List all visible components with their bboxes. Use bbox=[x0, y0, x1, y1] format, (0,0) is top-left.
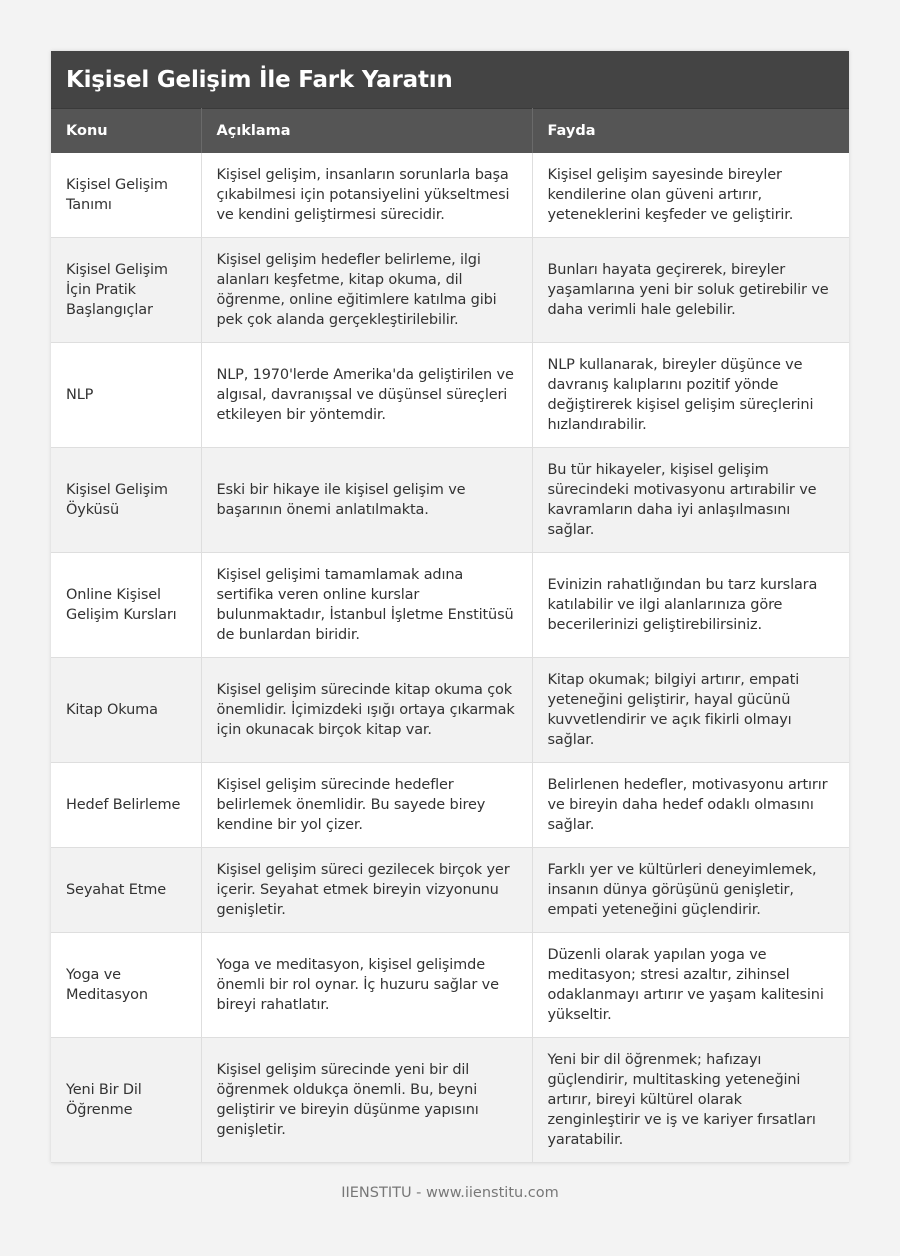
table-row bbox=[51, 763, 849, 848]
table-card bbox=[51, 51, 849, 1163]
table-row bbox=[51, 448, 849, 553]
table-row bbox=[51, 343, 849, 448]
cell-topic: Yoga ve Meditasyon bbox=[51, 933, 201, 1038]
cell-description: Kişisel gelişim sürecinde hedefler belirlemek önemlidir. Bu sayede birey kendine bir yol çizer. bbox=[201, 763, 532, 848]
cell-topic: Hedef Belirleme bbox=[51, 763, 201, 848]
cell-topic: Kişisel Gelişim Öyküsü bbox=[51, 448, 201, 553]
cell-topic: Seyahat Etme bbox=[51, 848, 201, 933]
cell-benefit: Kitap okumak; bilgiyi artırır, empati yeteneğini geliştirir, hayal gücünü kuvvetlendirir ve açık fikirli olmayı sağlar. bbox=[532, 658, 849, 763]
cell-topic: NLP bbox=[51, 343, 201, 448]
header-benefit: Fayda bbox=[532, 109, 849, 154]
header-topic: Konu bbox=[51, 109, 201, 154]
header-description: Açıklama bbox=[201, 109, 532, 154]
cell-description: Kişisel gelişim hedefler belirleme, ilgi alanları keşfetme, kitap okuma, dil öğrenme, online eğitimlere katılma gibi pek çok alanda gerçekleştirilebilir. bbox=[201, 238, 532, 343]
cell-description: Kişisel gelişim süreci gezilecek birçok yer içerir. Seyahat etmek bireyin vizyonunu genişletir. bbox=[201, 848, 532, 933]
cell-benefit: Bu tür hikayeler, kişisel gelişim sürecindeki motivasyonu artırabilir ve kavramların daha iyi anlaşılmasını sağlar. bbox=[532, 448, 849, 553]
table-title: Kişisel Gelişim İle Fark Yaratın bbox=[51, 51, 849, 108]
table-row bbox=[51, 848, 849, 933]
cell-topic: Online Kişisel Gelişim Kursları bbox=[51, 553, 201, 658]
footer-credit: IIENSTITU - www.iienstitu.com bbox=[341, 1185, 559, 1201]
cell-benefit: Evinizin rahatlığından bu tarz kurslara katılabilir ve ilgi alanlarınıza göre becerilerinizi geliştirebilirsiniz. bbox=[532, 553, 849, 658]
cell-description: Kişisel gelişim sürecinde kitap okuma çok önemlidir. İçimizdeki ışığı ortaya çıkarmak için okunacak birçok kitap var. bbox=[201, 658, 532, 763]
cell-benefit: Kişisel gelişim sayesinde bireyler kendilerine olan güveni artırır, yeteneklerini keşfeder ve geliştirir. bbox=[532, 153, 849, 238]
content-table bbox=[51, 108, 849, 1163]
cell-description: Kişisel gelişim sürecinde yeni bir dil öğrenmek oldukça önemli. Bu, beyni geliştirir ve bireyin düşünme yapısını genişletir. bbox=[201, 1038, 532, 1163]
cell-benefit: Düzenli olarak yapılan yoga ve meditasyon; stresi azaltır, zihinsel odaklanmayı artırır ve yaşam kalitesini yükseltir. bbox=[532, 933, 849, 1038]
table-row bbox=[51, 658, 849, 763]
cell-description: Kişisel gelişim, insanların sorunlarla başa çıkabilmesi için potansiyelini yükseltmesi ve kendini geliştirmesi sürecidir. bbox=[201, 153, 532, 238]
cell-topic: Kitap Okuma bbox=[51, 658, 201, 763]
cell-topic: Kişisel Gelişim Tanımı bbox=[51, 153, 201, 238]
cell-description: NLP, 1970'lerde Amerika'da geliştirilen ve algısal, davranışsal ve düşünsel süreçleri etkileyen bir yöntemdir. bbox=[201, 343, 532, 448]
table-row bbox=[51, 238, 849, 343]
cell-description: Eski bir hikaye ile kişisel gelişim ve başarının önemi anlatılmakta. bbox=[201, 448, 532, 553]
cell-benefit: Belirlenen hedefler, motivasyonu artırır ve bireyin daha hedef odaklı olmasını sağlar. bbox=[532, 763, 849, 848]
table-row bbox=[51, 1038, 849, 1163]
table-row bbox=[51, 553, 849, 658]
table-row bbox=[51, 933, 849, 1038]
cell-benefit: Farklı yer ve kültürleri deneyimlemek, insanın dünya görüşünü genişletir, empati yeteneğini güçlendirir. bbox=[532, 848, 849, 933]
table-header-row bbox=[51, 109, 849, 154]
cell-description: Yoga ve meditasyon, kişisel gelişimde önemli bir rol oynar. İç huzuru sağlar ve bireyi rahatlatır. bbox=[201, 933, 532, 1038]
cell-benefit: Yeni bir dil öğrenmek; hafızayı güçlendirir, multitasking yeteneğini artırır, bireyi kültürel olarak zenginleştirir ve iş ve kariyer fırsatları yaratabilir. bbox=[532, 1038, 849, 1163]
cell-topic: Yeni Bir Dil Öğrenme bbox=[51, 1038, 201, 1163]
cell-topic: Kişisel Gelişim İçin Pratik Başlangıçlar bbox=[51, 238, 201, 343]
cell-benefit: NLP kullanarak, bireyler düşünce ve davranış kalıplarını pozitif yönde değiştirerek kişisel gelişim süreçlerini hızlandırabilir. bbox=[532, 343, 849, 448]
cell-description: Kişisel gelişimi tamamlamak adına sertifika veren online kurslar bulunmaktadır, İstanbul İşletme Enstitüsü de bunlardan biridir. bbox=[201, 553, 532, 658]
cell-benefit: Bunları hayata geçirerek, bireyler yaşamlarına yeni bir soluk getirebilir ve daha verimli hale gelebilir. bbox=[532, 238, 849, 343]
table-row bbox=[51, 153, 849, 238]
